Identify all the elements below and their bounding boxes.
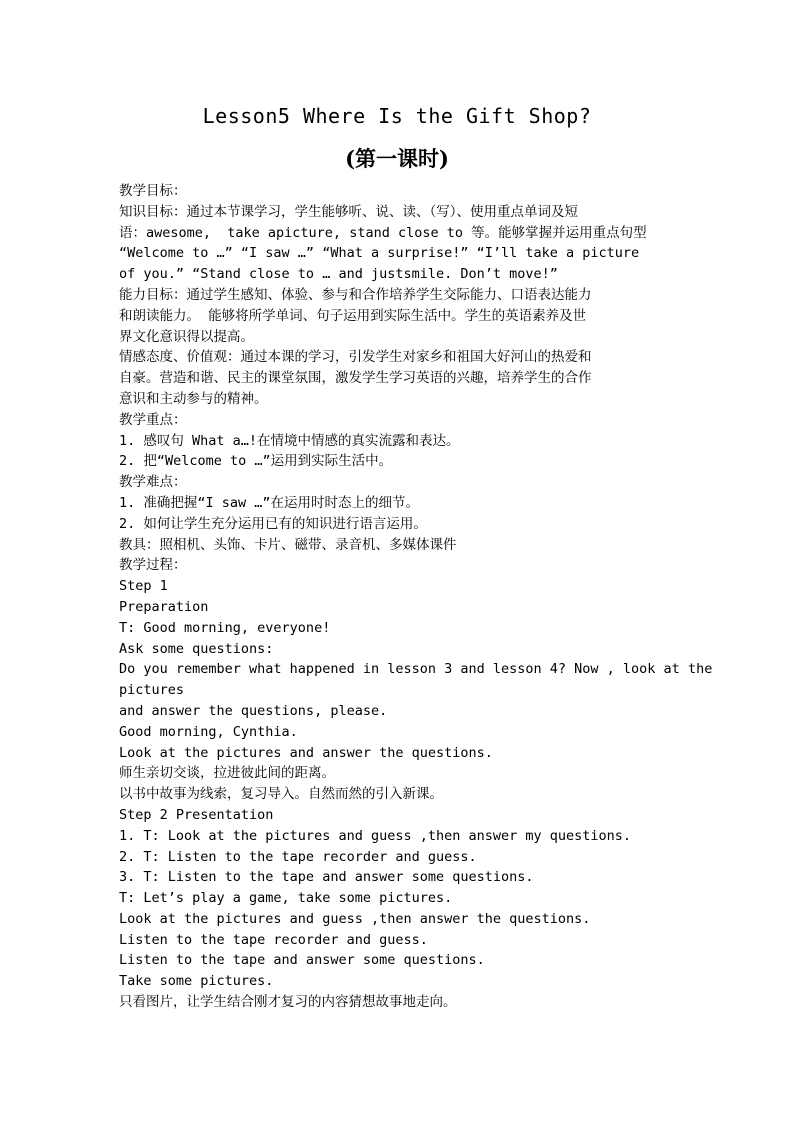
page-title: Lesson5 Where Is the Gift Shop?	[202, 104, 592, 128]
text-line: T: Let’s play a game, take some pictures.	[119, 890, 453, 907]
text-line: Step 2 Presentation	[119, 806, 274, 823]
text-line: 3. T: Listen to the tape and answer some questions.	[119, 869, 534, 886]
text-line: of you.” “Stand close to … and justsmile. Don’t move!”	[119, 266, 558, 283]
text-line: 2. T: Listen to the tape recorder and guess.	[119, 848, 477, 865]
text-line: Take some pictures.	[119, 973, 274, 990]
text-line: Look at the pictures and guess ,then answer the questions.	[119, 910, 591, 927]
text-line: 1. 感叹句 What a…!在情境中情感的真实流露和表达。	[119, 432, 460, 449]
text-line: 情感态度、价值观：通过本课的学习，引发学生对家乡和祖国大好河山的热爱和	[119, 349, 592, 366]
text-line: “Welcome to …” “I saw …” “What a surprise!” “I’ll take a picture	[119, 245, 640, 262]
text-line: 2. 如何让学生充分运用已有的知识进行语言运用。	[119, 515, 427, 532]
text-line: 知识目标：通过本节课学习，学生能够听、说、读、（写）、使用重点单词及短	[119, 203, 578, 220]
text-line: 界文化意识得以提高。	[119, 328, 254, 345]
text-line: Step 1	[119, 578, 168, 595]
text-line: Listen to the tape recorder and guess.	[119, 931, 428, 948]
text-line: 教学目标：	[119, 183, 187, 199]
text-line: Do you remember what happened in lesson 3 and lesson 4? Now , look at the	[119, 661, 713, 678]
text-line: and answer the questions, please.	[119, 702, 388, 719]
text-line: 能力目标：通过学生感知、体验、参与和合作培养学生交际能力、口语表达能力	[119, 286, 592, 303]
document-body	[119, 181, 713, 1013]
text-line: 教具：照相机、头饰、卡片、磁带、录音机、多媒体课件	[119, 536, 457, 553]
text-line: 意识和主动参与的精神。	[119, 390, 268, 407]
text-line: 教学难点：	[119, 474, 187, 491]
page-subtitle: (第一课时)	[345, 146, 449, 171]
text-line: pictures	[119, 682, 185, 699]
text-line: 教学重点：	[119, 411, 187, 428]
text-line: 自豪。营造和谐、民主的课堂氛围，激发学生学习英语的兴趣，培养学生的合作	[119, 370, 592, 387]
text-line: T: Good morning, everyone!	[119, 619, 331, 636]
text-line: Look at the pictures and answer the questions.	[119, 744, 493, 761]
text-line: Preparation	[119, 598, 209, 615]
text-line: 教学过程：	[119, 557, 187, 574]
text-line: 师生亲切交谈，拉进彼此间的距离。	[119, 765, 335, 782]
text-line: 以书中故事为线索，复习导入。自然而然的引入新课。	[119, 786, 443, 803]
text-line: Listen to the tape and answer some questions.	[119, 952, 485, 969]
text-line: 只看图片，让学生结合刚才复习的内容猜想故事地走向。	[119, 994, 457, 1011]
text-line: 语：awesome, take apicture, stand close to 等。能够掌握并运用重点句型	[119, 224, 647, 241]
text-line: 1. 准确把握“I saw …”在运用时时态上的细节。	[119, 494, 420, 511]
text-line: Ask some questions:	[119, 640, 274, 657]
text-line: 2. 把“Welcome to …”运用到实际生活中。	[119, 453, 393, 470]
text-line: 和朗读能力。 能够将所学单词、句子运用到实际生活中。学生的英语素养及世	[119, 307, 587, 324]
text-line: Good morning, Cynthia.	[119, 723, 298, 740]
text-line: 1. T: Look at the pictures and guess ,then answer my questions.	[119, 827, 632, 844]
